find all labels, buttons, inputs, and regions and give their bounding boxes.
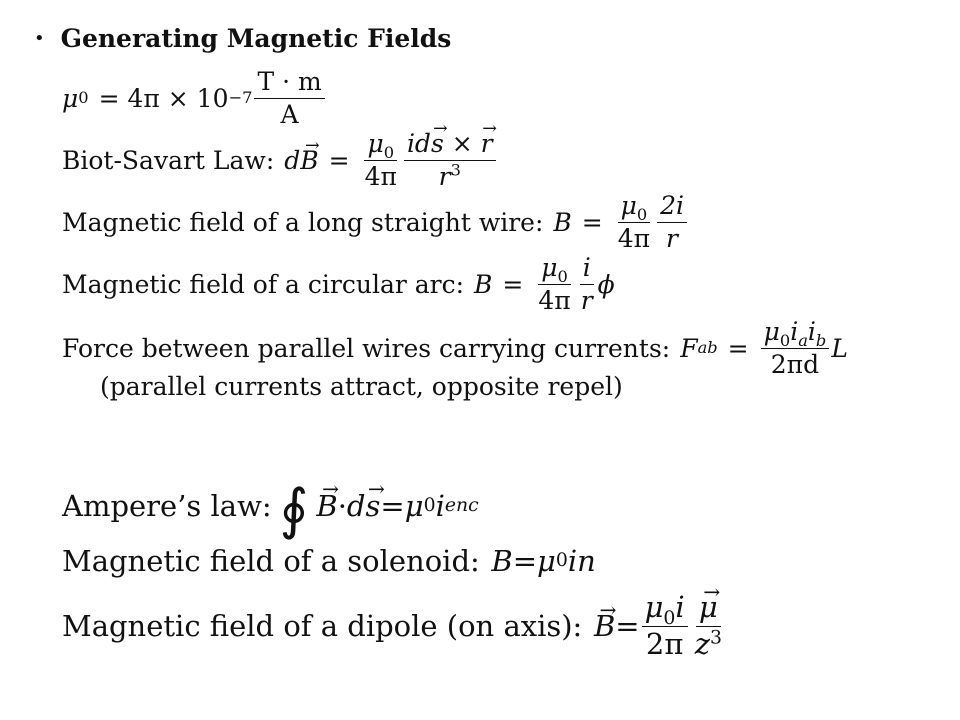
parallel-force-label: Force between parallel wires carrying currents: (62, 333, 671, 363)
parallel-force-note: (parallel currents attract, opposite repel) (100, 372, 623, 401)
biot-savart-line: Biot-Savart Law: d → B = $\frac{\mu_0}{4\pi}$ $\frac{id\to s \times \to r}{r^3}$ (62, 130, 498, 190)
solenoid-line: Magnetic field of a solenoid: B = μ 0 in (62, 544, 596, 578)
circular-arc-line: Magnetic field of a circular arc: B = $\frac{\mu_0}{4\pi}$ $\frac{i}{r}$ ϕ (62, 253, 615, 315)
ampere-law-label: Ampere’s law: (62, 488, 272, 523)
ampere-law-line: Ampere’s law: ∮ → B · d → s = μ 0 i enc (62, 478, 479, 533)
straight-wire-line: Magnetic field of a long straight wire: B = $\frac{\mu_0}{4\pi}$ $\frac{2i}{r}$ (62, 192, 689, 252)
contour-integral-symbol: ∮ (279, 477, 309, 541)
heading-line (34, 24, 451, 53)
straight-wire-label: Magnetic field of a long straight wire: (62, 207, 544, 237)
biot-savart-label: Biot-Savart Law: (62, 145, 275, 175)
mu0-equation: μ 0 = 4π × 10 −7 $\frac{T \cdot m}{A}$ (62, 68, 327, 128)
bullet: • (34, 28, 45, 49)
section-title: Generating Magnetic Fields (60, 24, 452, 53)
dipole-label: Magnetic field of a dipole (on axis): (62, 609, 583, 644)
circular-arc-label: Magnetic field of a circular arc: (62, 269, 465, 299)
mu0-units: $\frac{T \cdot m}{A}$ (254, 68, 324, 128)
solenoid-label: Magnetic field of a solenoid: (62, 544, 480, 578)
parallel-force-line: Force between parallel wires carrying currents: F ab = $\frac{\mu_0i_ai_b}{2\pi d}$ L (62, 317, 848, 379)
dipole-line: Magnetic field of a dipole (on axis): → B = $\frac{\mu_0i}{2\pi}$ → $\frac{\mu}{z^3}$ (62, 592, 727, 661)
